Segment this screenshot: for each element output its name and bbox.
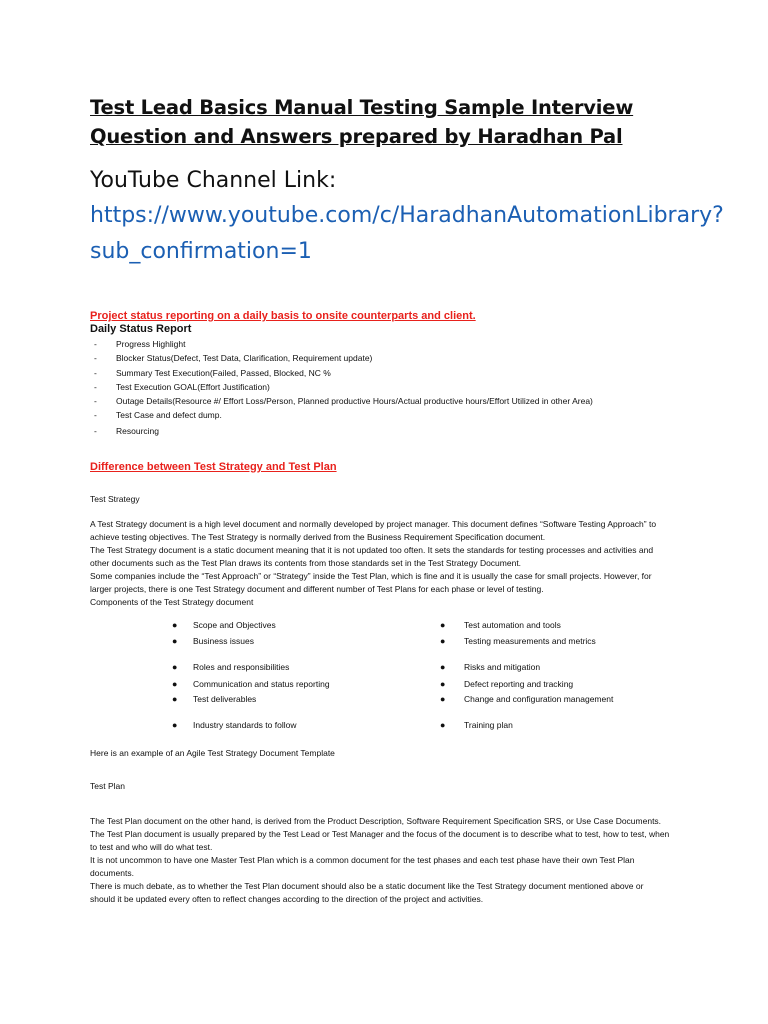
daily-status-subheading: Daily Status Report xyxy=(90,323,192,335)
bullet-icon: ● xyxy=(172,662,178,672)
bullet-icon: ● xyxy=(172,694,178,704)
youtube-link[interactable]: https://www.youtube.com/c/HaradhanAutomationLibrary?sub_confirmation=1 xyxy=(90,203,724,264)
youtube-label: YouTube Channel Link: xyxy=(90,168,337,193)
list-item: - Progress Highlight xyxy=(90,337,593,351)
bullet-icon: ● xyxy=(172,636,178,646)
test-plan-label: Test Plan xyxy=(90,781,125,791)
list-item: - Blocker Status(Defect, Test Data, Clarification, Requirement update) xyxy=(90,351,593,365)
bullet-icon: ● xyxy=(172,679,178,689)
list-item: Business issues xyxy=(193,636,254,646)
bullet-icon: ● xyxy=(440,679,446,689)
paragraph: A Test Strategy document is a high level document and normally developed by project manager. This document defines “Software Testing Approach” to achieve testing objectives. The Test Strategy is normally derived from the Business Requirement Specification document. xyxy=(90,519,657,542)
list-item: Communication and status reporting xyxy=(193,679,330,689)
list-item: - Summary Test Execution(Failed, Passed, Blocked, NC % xyxy=(90,366,593,380)
bullet-icon: ● xyxy=(172,720,178,730)
test-strategy-body xyxy=(90,518,670,609)
paragraph: Components of the Test Strategy document xyxy=(90,597,254,607)
bullet-icon: ● xyxy=(440,620,446,630)
paragraph: The Test Plan document on the other hand, is derived from the Product Description, Software Requirement Specification SRS, or Use Case Documents. xyxy=(90,816,662,826)
bullet-icon: ● xyxy=(440,694,446,704)
list-item: Training plan xyxy=(464,720,513,730)
paragraph: Some companies include the “Test Approach” or “Strategy” inside the Test Plan, which is fine and it is usually the case for small projects. However, for larger projects, there is one Test Strategy document and different number of Test Plans for each phase or level of testing. xyxy=(90,571,652,594)
list-item: Industry standards to follow xyxy=(193,720,297,730)
list-item: - Test Case and defect dump. xyxy=(90,408,593,422)
list-item: - Test Execution GOAL(Effort Justification) xyxy=(90,380,593,394)
list-item: Change and configuration management xyxy=(464,694,614,704)
list-item: Risks and mitigation xyxy=(464,662,541,672)
difference-heading: Difference between Test Strategy and Test Plan xyxy=(90,461,337,473)
paragraph: The Test Plan document is usually prepared by the Test Lead or Test Manager and the focus of the document is to describe what to test, how to test, when to test and who will do what test. xyxy=(90,829,670,852)
list-item: - Outage Details(Resource #/ Effort Loss/Person, Planned productive Hours/Actual productive hours/Effort Utilized in other Area) xyxy=(90,394,593,408)
bullet-icon: ● xyxy=(440,720,446,730)
paragraph: It is not uncommon to have one Master Test Plan which is a common document for the test phases and each test phase have their own Test Plan documents. xyxy=(90,855,635,878)
page-title: Test Lead Basics Manual Testing Sample Interview Question and Answers prepared by Haradhan Pal xyxy=(90,96,634,148)
list-item: Testing measurements and metrics xyxy=(464,636,596,646)
strategy-components-list xyxy=(90,620,650,736)
paragraph: There is much debate, as to whether the Test Plan document should also be a static document like the Test Strategy document mentioned above or should it be updated every often to reflect changes according to the direction of the project and activities. xyxy=(90,881,644,904)
daily-status-list xyxy=(90,337,593,438)
test-plan-body xyxy=(90,815,670,906)
bullet-icon: ● xyxy=(440,662,446,672)
status-heading: Project status reporting on a daily basis to onsite counterparts and client. xyxy=(90,310,476,322)
list-item: Defect reporting and tracking xyxy=(464,679,574,689)
paragraph: The Test Strategy document is a static document meaning that it is not updated too often. It sets the standards for testing processes and activities and other documents such as the Test Plan draws its contents from those standards set in the Test Strategy Document. xyxy=(90,545,654,568)
list-item: - Resourcing xyxy=(90,424,593,438)
list-item: Roles and responsibilities xyxy=(193,662,290,672)
bullet-icon: ● xyxy=(440,636,446,646)
agile-template-note: Here is an example of an Agile Test Strategy Document Template xyxy=(90,748,335,758)
test-strategy-label: Test Strategy xyxy=(90,494,140,504)
list-item: Test deliverables xyxy=(193,694,257,704)
list-item: Test automation and tools xyxy=(464,620,561,630)
bullet-icon: ● xyxy=(172,620,178,630)
list-item: Scope and Objectives xyxy=(193,620,276,630)
